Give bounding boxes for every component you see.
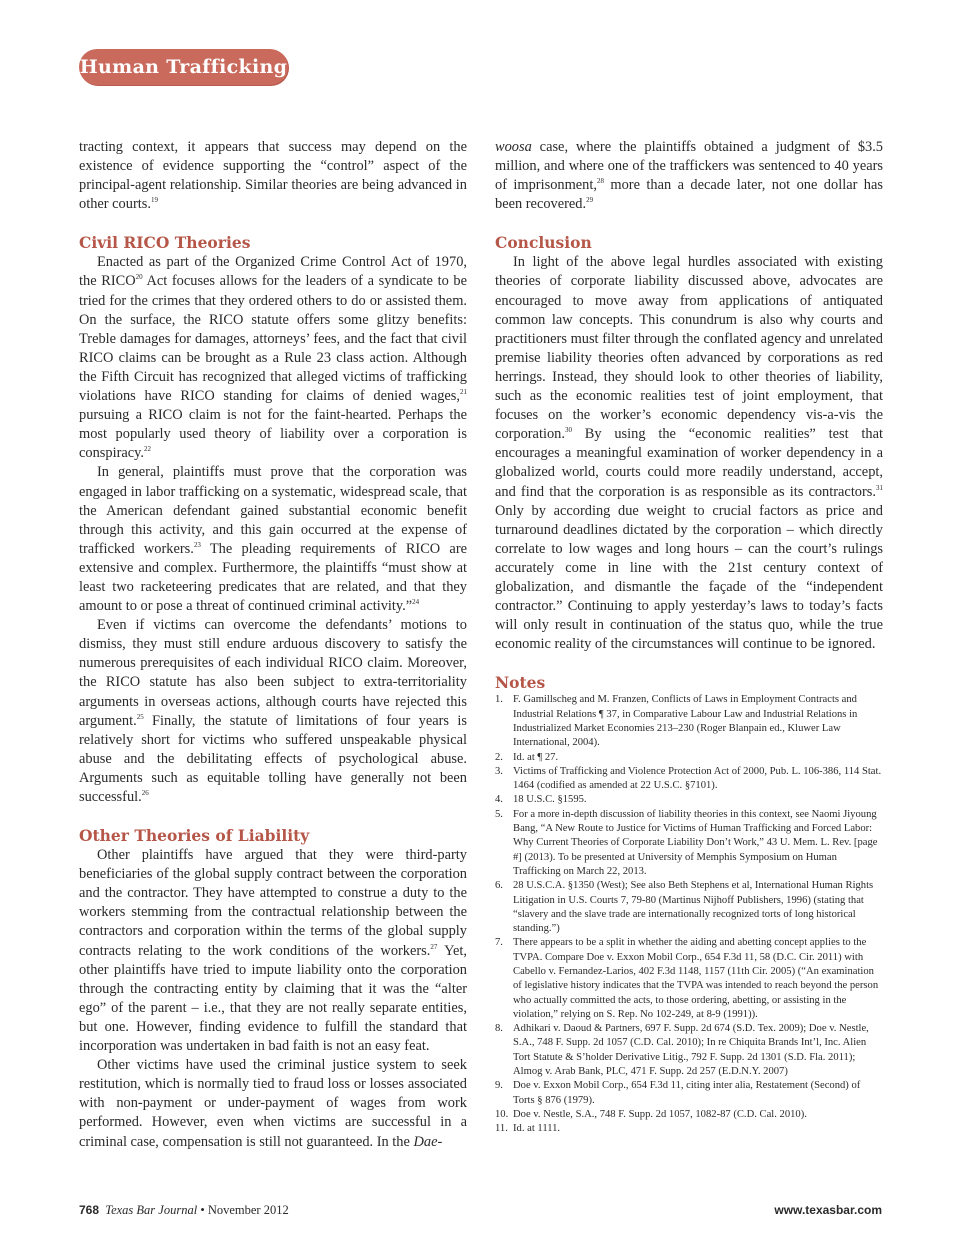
note-item (495, 793, 883, 807)
note-text: For a more in-depth discussion of liability theories in this context, see Naomi Jiyoung Bang, “A New Route to Justice for Victims of Human Trafficking and Forced Labor: Why Current Theories of Corporate Liability Don’t Work,” 43 U. Mem. L. Rev. [page #] (2013). To be presented at University of Memphis Symposium on Human Trafficking on March 22, 2013. (513, 808, 878, 877)
note-item (495, 1108, 883, 1122)
heading-notes: Notes (495, 673, 546, 693)
right-column (495, 138, 883, 1137)
heading-other-theories: Other Theories of Liability (79, 826, 310, 846)
note-item (495, 1079, 883, 1108)
notes-list (495, 693, 883, 1136)
note-text: 28 U.S.C.A. §1350 (West); See also Beth Stephens et al, International Human Rights Litigation in U.S. Courts 7, 79-80 (Martinus Nijhoff Publishers, 1996) (stating that “slavery and the slave trade are internationally recognized torts of long historical standing.”) (513, 880, 874, 935)
note-text: Victims of Trafficking and Violence Protection Act of 2000, Pub. L. 106-386, 114 Stat. 1464 (codified as amended at 22 U.S.C. §7101). (513, 765, 882, 792)
issue-date: November 2012 (207, 1203, 289, 1217)
note-number: 1. (495, 694, 503, 706)
continuation-paragraph: woosa case, where the plaintiffs obtained a judgment of $3.5 million, and where one of the traffickers was sentenced to 40 years of imprisonment,$^{28}$ more than a decade later, not one dollar has been recovered.$^{29}$ (495, 139, 883, 213)
note-text: There appears to be a split in whether the aiding and abetting concept applies to the TVPA. Compare Doe v. Exxon Mobil Corp., 654 F.3d 11, 58 (D.C. Cir. 2011) with Cabello v. Fernandez-Larios, 402 F.3d 1148, 1157 (11th Cir. 2005) (“An examination of legislative history indicates that the TVPA was intended to reach beyond the person who actually committed the acts, to those ordering, abetting, or assisting in the violation,” relying on S. Rep. No 102-249, at 8-9 (1991)). (513, 937, 879, 1020)
note-text: Doe v. Nestle, S.A., 748 F. Supp. 2d 1057, 1082-87 (C.D. Cal. 2010). (513, 1108, 807, 1120)
note-text: Doe v. Exxon Mobil Corp., 654 F.3d 11, citing inter alia, Restatement (Second) of Torts § 876 (1979). (513, 1080, 861, 1106)
section-banner: Human Trafficking (79, 49, 288, 85)
note-number: 7. (495, 937, 503, 949)
website-link[interactable]: www.texasbar.com (774, 1203, 882, 1217)
note-number: 2. (495, 751, 503, 763)
note-item (495, 1122, 883, 1136)
rico-paragraph-1: Enacted as part of the Organized Crime Control Act of 1970, the RICO$^{20}$ Act focuses allows for the leaders of a syndicate to be tried for the crimes that they ordered others to do or assisted them. On the surface, the RICO statute offers some glitzy benefits: Treble damages for damages, attorneys’ fees, and the fact that civil RICO claims can be brought as a Rule 23 class action. Although the Fifth Circuit has recognized that alleged victims of trafficking violations have RICO standing for claims of denied wages,$^{21}$ pursuing a RICO claim is not for the faint-hearted. Perhaps the most popularly used theory of liability over a corporation is conspiracy.$^{22}$ (79, 254, 468, 462)
rico-paragraph-2: In general, plaintiffs must prove that the corporation was engaged in labor trafficking on a systematic, widespread scale, that the American defendant gained substantial economic benefit through this activity, and this gain occurred at the expense of trafficked workers.$^{23}$ The pleading requirements of RICO are extensive and complex. Furthermore, the plaintiffs “must show at least two racketeering predicates that are related, and that they amount to or pose a threat of continued criminal activity.”$^{24}$ (79, 464, 467, 615)
other-paragraph-2: Other victims have used the criminal justice system to seek restitution, which is normally tied to fraud loss or losses associated with non-payment or under-payment of wages from work performed. However, even when victims are successful in a criminal case, compensation is still not guaranteed. In the Dae- (79, 1057, 467, 1150)
note-number: 6. (495, 880, 503, 892)
page-number: 768 (79, 1203, 100, 1217)
note-text: Adhikari v. Daoud & Partners, 697 F. Supp. 2d 674 (S.D. Tex. 2009); Doe v. Nestle, S.A., 748 F. Supp. 2d 1057 (C.D. Cal. 2010); In re Chiquita Brands Int’l, Inc. Alien Tort Statute & S’holder Derivative Litig., 792 F. Supp. 2d 1301 (S.D. Fla. 2011); Almog v. Arab Bank, PLC, 471 F. Supp. 2d 257 (E.D.N.Y. 2007) (513, 1023, 869, 1078)
note-number: 10. (495, 1108, 509, 1120)
note-item (495, 1022, 883, 1079)
rico-paragraph-3: Even if victims can overcome the defendants’ motions to dismiss, they must still endure arduous discovery to satisfy the numerous prerequisites of each individual RICO claim. Moreover, the RICO statute has also been subject to extra-territoriality arguments in overseas actions, although courts have rejected this argument.$^{25}$ Finally, the statute of limitations of four years is relatively short for victims who suffered unspeakable physical abuse and the debilitating effects of psychological abuse. Arguments such as equitable tolling have generally not been successful.$^{26}$ (79, 617, 467, 805)
note-text: F. Gamillscheg and M. Franzen, Conflicts of Laws in Employment Contracts and Industrial Relations ¶ 37, in Comparative Labour Law and Industrial Relations in Industrialized Market Economies 213–230 (Roger Blanpain ed., Kluwer Law International, 2004). (513, 694, 858, 749)
note-number: 3. (495, 765, 503, 777)
conclusion-paragraph: In light of the above legal hurdles associated with existing theories of corporate liability discussed above, advocates are encouraged to move away from applications of antiquated common law concepts. This conundrum is also why courts and practitioners must filter through the conflated agency and unrelated premise liability theories often advanced by corporations as red herrings. Instead, they should look to other theories of liability, such as the economic realities test of joint employment, that focuses on the worker’s economic dependency vis-a-vis the corporation.$^{30}$ By using the “economic realities” test that encourages a meaningful examination of worker dependency in a globalized world, courts could more readily understand, accept, and find that the corporation is as responsible as its contractors.$^{31}$ Only by according due weight to crucial factors as price and turnaround deadlines dictated by the corporation – which directly correlate to low wages and long hours – can the court’s rulings accurately come in line with the 21st century context of globalization, and dismantle the façade of the “independent contractor.” Continuing to apply yesterday’s laws to today’s facts will only result in continuation of the status quo, while the true economic reality of the circumstances will continue to be ignored. (495, 254, 883, 653)
note-item (495, 751, 883, 765)
note-item (495, 879, 883, 936)
note-item (495, 936, 883, 1022)
page-footer (79, 1203, 882, 1218)
note-number: 5. (495, 808, 503, 820)
note-item (495, 693, 883, 750)
note-number: 8. (495, 1023, 503, 1035)
footer-bullet: • (200, 1203, 205, 1217)
note-item (495, 808, 883, 879)
heading-civil-rico: Civil RICO Theories (79, 233, 251, 253)
journal-name: Texas Bar Journal (105, 1203, 198, 1217)
other-paragraph-1: Other plaintiffs have argued that they were third-party beneficiaries of the global supply contract between the corporation and the contractor. They have attempted to construe a duty to the workers stemming from the contractual relationship between the contractors and corporation within the terms of the global supply contracts relating to the work conditions of the workers.$^{27}$ Yet, other plaintiffs have tried to impute liability onto the corporation through the contracting entity by claiming that it was the “alter ego” of the parent – i.e., that they are not really separate entities, but one. However, finding evidence to fulfill the standard that incorporation was undertaken in bad faith is not an easy feat. (79, 847, 467, 1055)
intro-paragraph: tracting context, it appears that success may depend on the existence of evidence supporting the “control” aspect of the principal-agent relationship. Similar theories are being advanced in other courts.$^{19}$ (79, 139, 467, 213)
note-text: Id. at 1111. (513, 1123, 561, 1135)
left-column (79, 138, 467, 1152)
note-text: 18 U.S.C. §1595. (513, 794, 587, 806)
note-number: 4. (495, 794, 503, 806)
note-item (495, 765, 883, 794)
note-text: Id. at ¶ 27. (513, 751, 559, 763)
note-number: 9. (495, 1080, 503, 1092)
heading-conclusion: Conclusion (495, 233, 592, 253)
note-number: 11. (495, 1123, 508, 1135)
